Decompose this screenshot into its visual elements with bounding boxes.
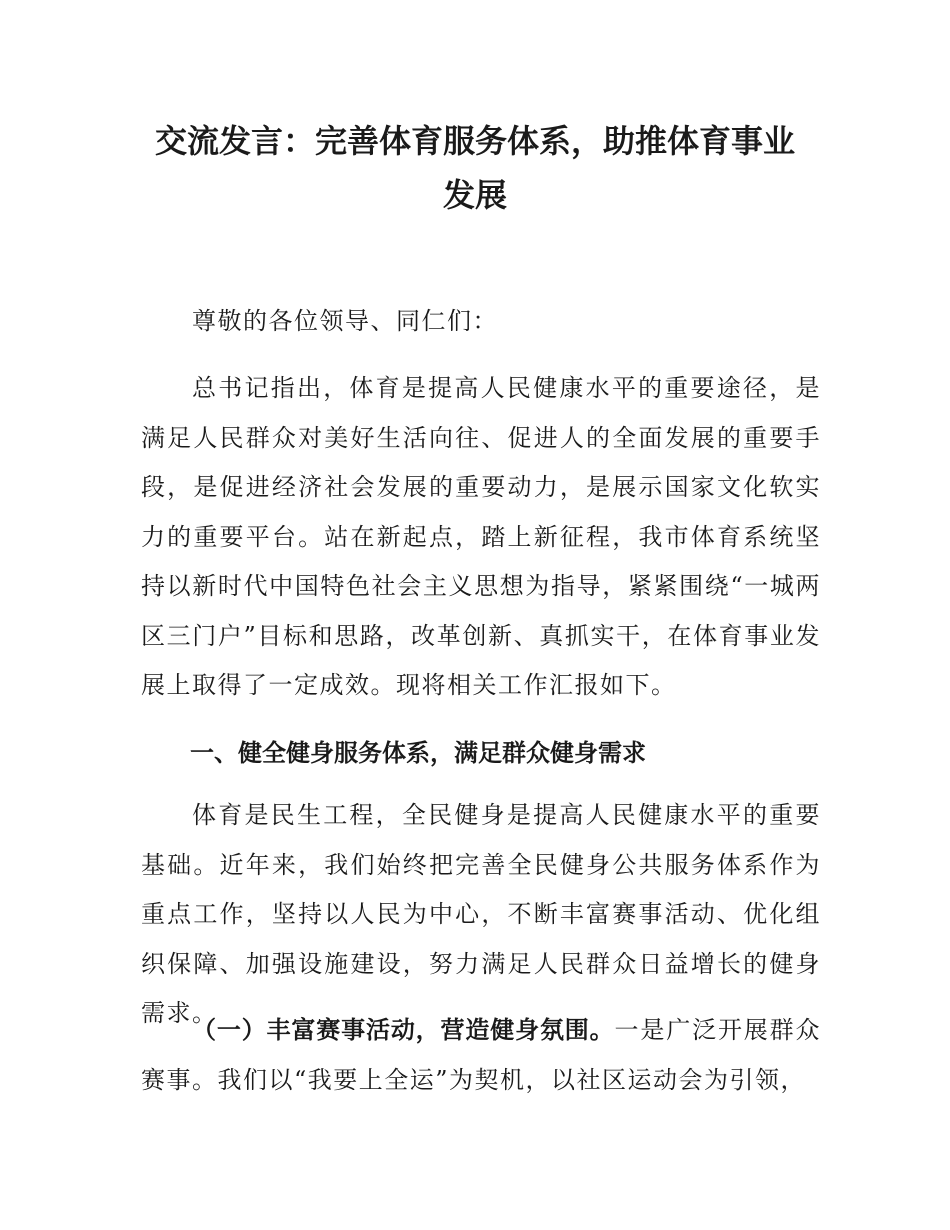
document-title: 交流发言：完善体育服务体系，助推体育事业发展 (154, 122, 795, 214)
section-1-heading: 一、健全健身服务体系，满足群众健身需求 (190, 739, 646, 767)
subsection-1-heading: （一）丰富赛事活动，营造健身氛围。 (192, 1016, 615, 1044)
section-1-paragraph: 体育是民生工程，全民健身是提高人民健康水平的重要基础。近年来，我们始终把完善全民健身公共服务体系作为重点工作，坚持以人民为中心，不断丰富赛事活动、优化组织保障、加强设施建设，努力满足人民群众日益增长的健身需求。 (141, 801, 821, 1027)
subsection-1-paragraph (141, 1006, 821, 1105)
intro-paragraph: 总书记指出，体育是提高人民健康水平的重要途径，是满足人民群众对美好生活向往、促进人的全面发展的重要手段，是促进经济社会发展的重要动力，是展示国家文化软实力的重要平台。站在新起点，踏上新征程，我市体育系统坚持以新时代中国特色社会主义思想为指导，紧紧围绕“一城两区三门户”目标和思路，改革创新、真抓实干，在体育事业发展上取得了一定成效。现将相关工作汇报如下。 (141, 374, 821, 699)
salutation: 尊敬的各位领导、同仁们： (192, 307, 498, 335)
subsection-1-text: 一是广泛开展群众赛事。我们以“我要上全运”为契机，以社区运动会为引领， (141, 1016, 822, 1094)
